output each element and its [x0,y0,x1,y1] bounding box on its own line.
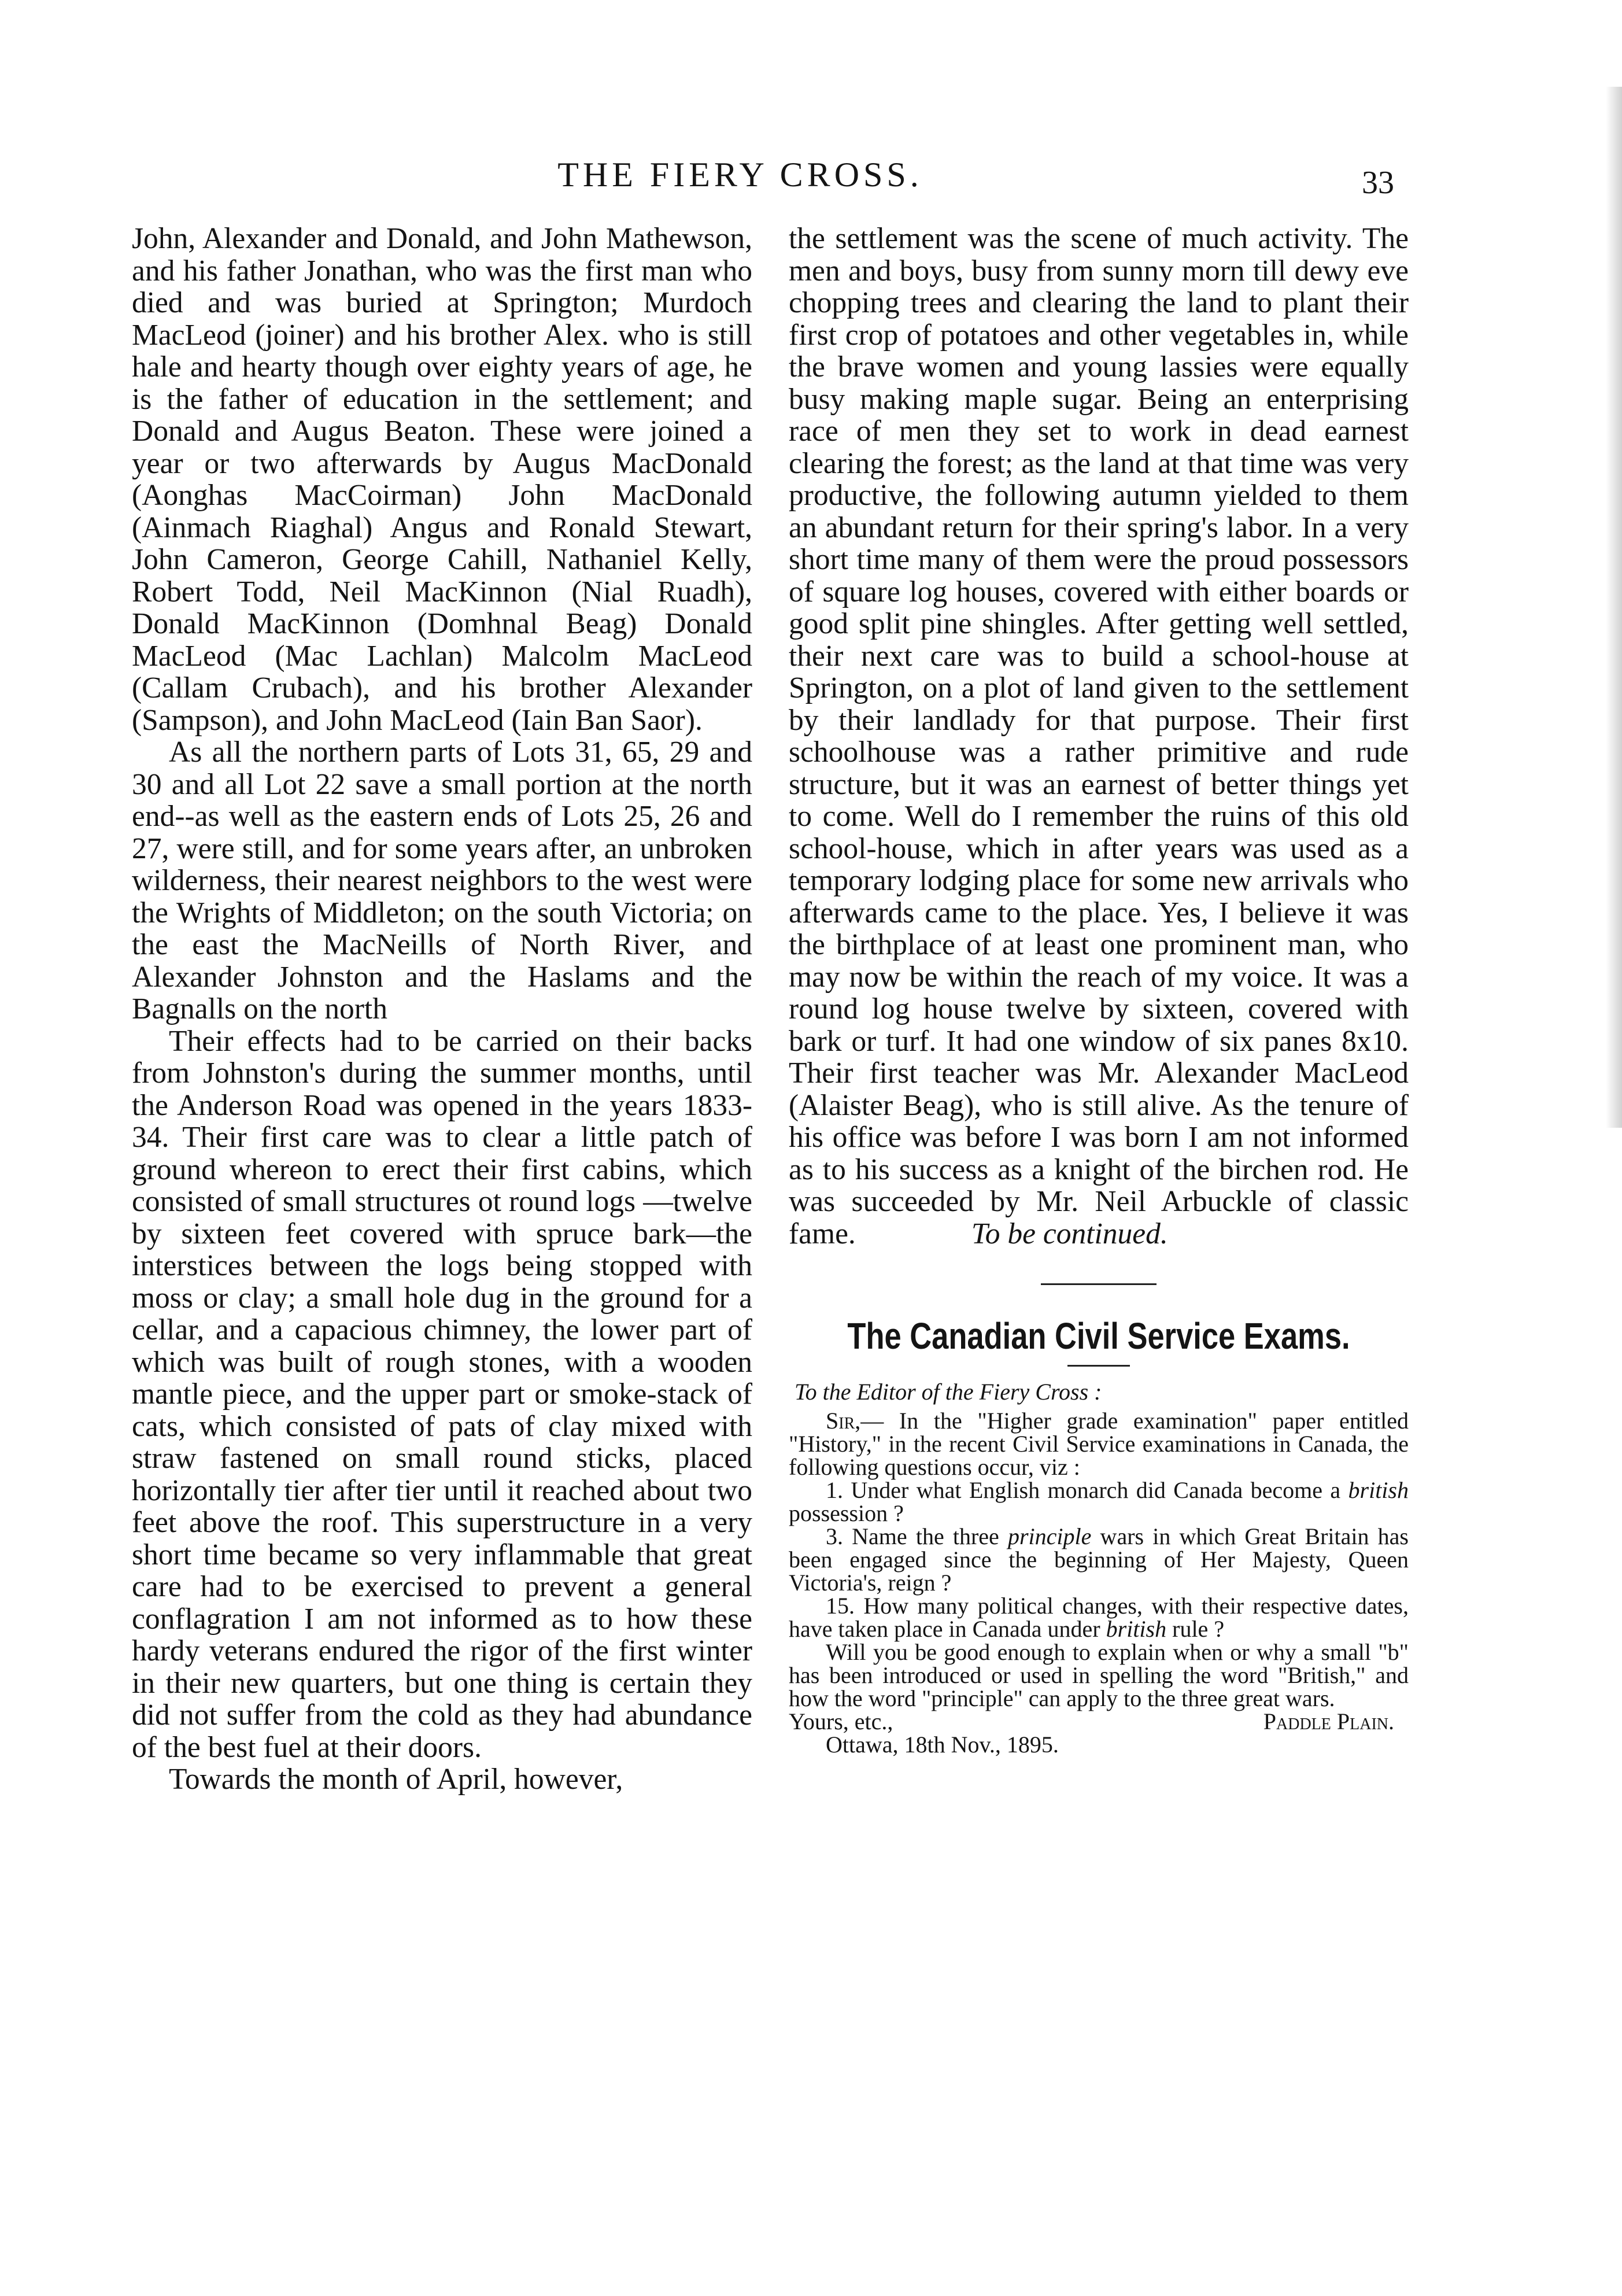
letter-salutation: To the Editor of the Fiery Cross : [795,1379,1102,1405]
to-be-continued: To be continued. [971,1217,1168,1250]
running-head [0,152,1622,204]
left-paragraph-4: Towards the month of April, however, [169,1763,623,1796]
article-title: The Canadian Civil Service Exams. [847,1315,1350,1357]
letter-to-editor [789,1380,1409,1756]
question-15-emphasis: british [1106,1616,1167,1642]
right-column [789,223,1409,1756]
page-edge-shadow [1606,87,1622,1128]
title-underline [1067,1365,1130,1367]
question-15 [789,1594,1409,1641]
letter-closing: Will you be good enough to explain when or why a small "b" has been introduced or used in spelling the word "British," and how the word "principle" can apply to the three great wars. [789,1639,1409,1711]
left-column [132,223,752,1796]
right-paragraph-1-text: the settlement was the scene of much activity. The men and boys, busy from sunny morn till dewy eve chopping trees and clearing the land to plant their first crop of potatoes and other vegetables in, while the brave women and young lassies were equally busy making maple sugar. Being an enterprising race of men they set to work in dead earnest clearing the forest; as the land at that time was very productive, the following autumn yielded to them an abundant return for their spring's labor. In a very short time many of them were the proud possessors of square log houses, covered with either boards or good split pine shingles. After getting well settled, their next care was to build a school-house at Springton, on a plot of land given to the settlement by their landlady for that purpose. Their first schoolhouse was a rather primitive and rude structure, but it was an earnest of better things yet to come. Well do I remember the ruins of this old school-house, which in after years was used as a temporary lodging place for some new arrivals who afterwards came to the place. Yes, I believe it was the birthplace of at least one prominent man, who may now be within the reach of my voice. It was a round log house twelve by sixteen, covered with bark or turf. It had one window of six panes 8x10. Their first teacher was Mr. Alexander MacLeod (Alaister Beag), who is still alive. As the tenure of his office was before I was born I am not informed as to his success as a knight of the birchen rod. He was succeeded by Mr. Neil Arbuckle of classic fame. [789,222,1409,1250]
letter-sir: Sir, [826,1408,861,1434]
question-3 [789,1525,1409,1594]
letter-yours: Yours, etc., [789,1708,893,1734]
question-15-text: 15. How many political changes, with their respective dates, have taken place in Canada under [789,1593,1409,1642]
letter-dateline: Ottawa, 18th Nov., 1895. [826,1732,1059,1758]
question-15-end: rule ? [1166,1616,1225,1642]
question-3-emphasis: principle [1007,1523,1092,1549]
question-1-end: possession ? [789,1500,904,1526]
running-title: THE FIERY CROSS. [557,156,923,194]
letter-signature-row [789,1710,1409,1733]
question-3-text: 3. Name the three [826,1523,1008,1549]
letter-intro [789,1409,1409,1479]
question-1 [789,1479,1409,1525]
question-3-end: wars in which Great Britain has been engaged since the beginning of Her Majesty, Queen Victoria's, reign ? [789,1523,1409,1596]
letter-signer: Paddle Plain. [1263,1708,1394,1734]
right-paragraph-1 [789,223,1409,1250]
left-paragraph-1: John, Alexander and Donald, and John Mathewson, and his father Jonathan, who was the first man who died and was buried at Springton; Murdoch MacLeod (joiner) and his brother Alex. who is still hale and hearty though over eighty years of age, he is the father of education in the settlement; and Donald and Augus Beaton. These were joined a year or two afterwards by Augus MacDonald (Aonghas MacCoirman) John MacDonald (Ainmach Riaghal) Angus and Ronald Stewart, John Cameron, George Cahill, Nathaniel Kelly, Robert Todd, Neil MacKinnon (Nial Ruadh), Donald MacKinnon (Domhnal Beag) Donald MacLeod (Mac Lachlan) Malcolm MacLeod (Callam Crubach), and his brother Alexander (Sampson), and John MacLeod (Iain Ban Saor). [132,222,752,737]
question-1-emphasis: british [1348,1477,1409,1503]
question-1-text: 1. Under what English monarch did Canada become a [826,1477,1348,1503]
section-divider [1041,1283,1157,1285]
page-number: 33 [1362,165,1394,201]
left-paragraph-3: Their effects had to be carried on their backs from Johnston's during the summer months, until the Anderson Road was opened in the years 1833-34. Their first care was to clear a little patch of ground whereon to erect their first cabins, which consisted of small structures ot round logs —twelve by sixteen feet covered with spruce bark—the interstices between the logs being stopped with moss or clay; a small hole dug in the ground for a cellar, and a capacious chimney, the lower part of which was built of rough stones, with a wooden mantle piece, and the upper part or smoke-stack of cats, which consisted of pats of clay mixed with straw fastened on small round sticks, placed horizontally tier after tier until it reached about two feet above the roof. This superstructure in a very short time became so very inflammable that great care had to be exercised to prevent a general conflagration I am not informed as to how these hardy veterans endured the rigor of the first winter in their new quarters, but one thing is certain they did not suffer from the cold as they had abundance of the best fuel at their doors. [132,1024,752,1764]
left-paragraph-2: As all the northern parts of Lots 31, 65, 29 and 30 and all Lot 22 save a small portion at the north end--as well as the eastern ends of Lots 25, 26 and 27, were still, and for some years after, an unbroken wilderness, their nearest neighbors to the west were the Wrights of Middleton; on the south Victoria; on the east the MacNeills of North River, and Alexander Johnston and the Haslams and the Bagnalls on the north [132,736,752,1025]
letter-intro-text: — In the "Higher grade examination" paper entitled "History," in the recent Civil Service examinations in Canada, the following questions occur, viz : [789,1408,1409,1480]
